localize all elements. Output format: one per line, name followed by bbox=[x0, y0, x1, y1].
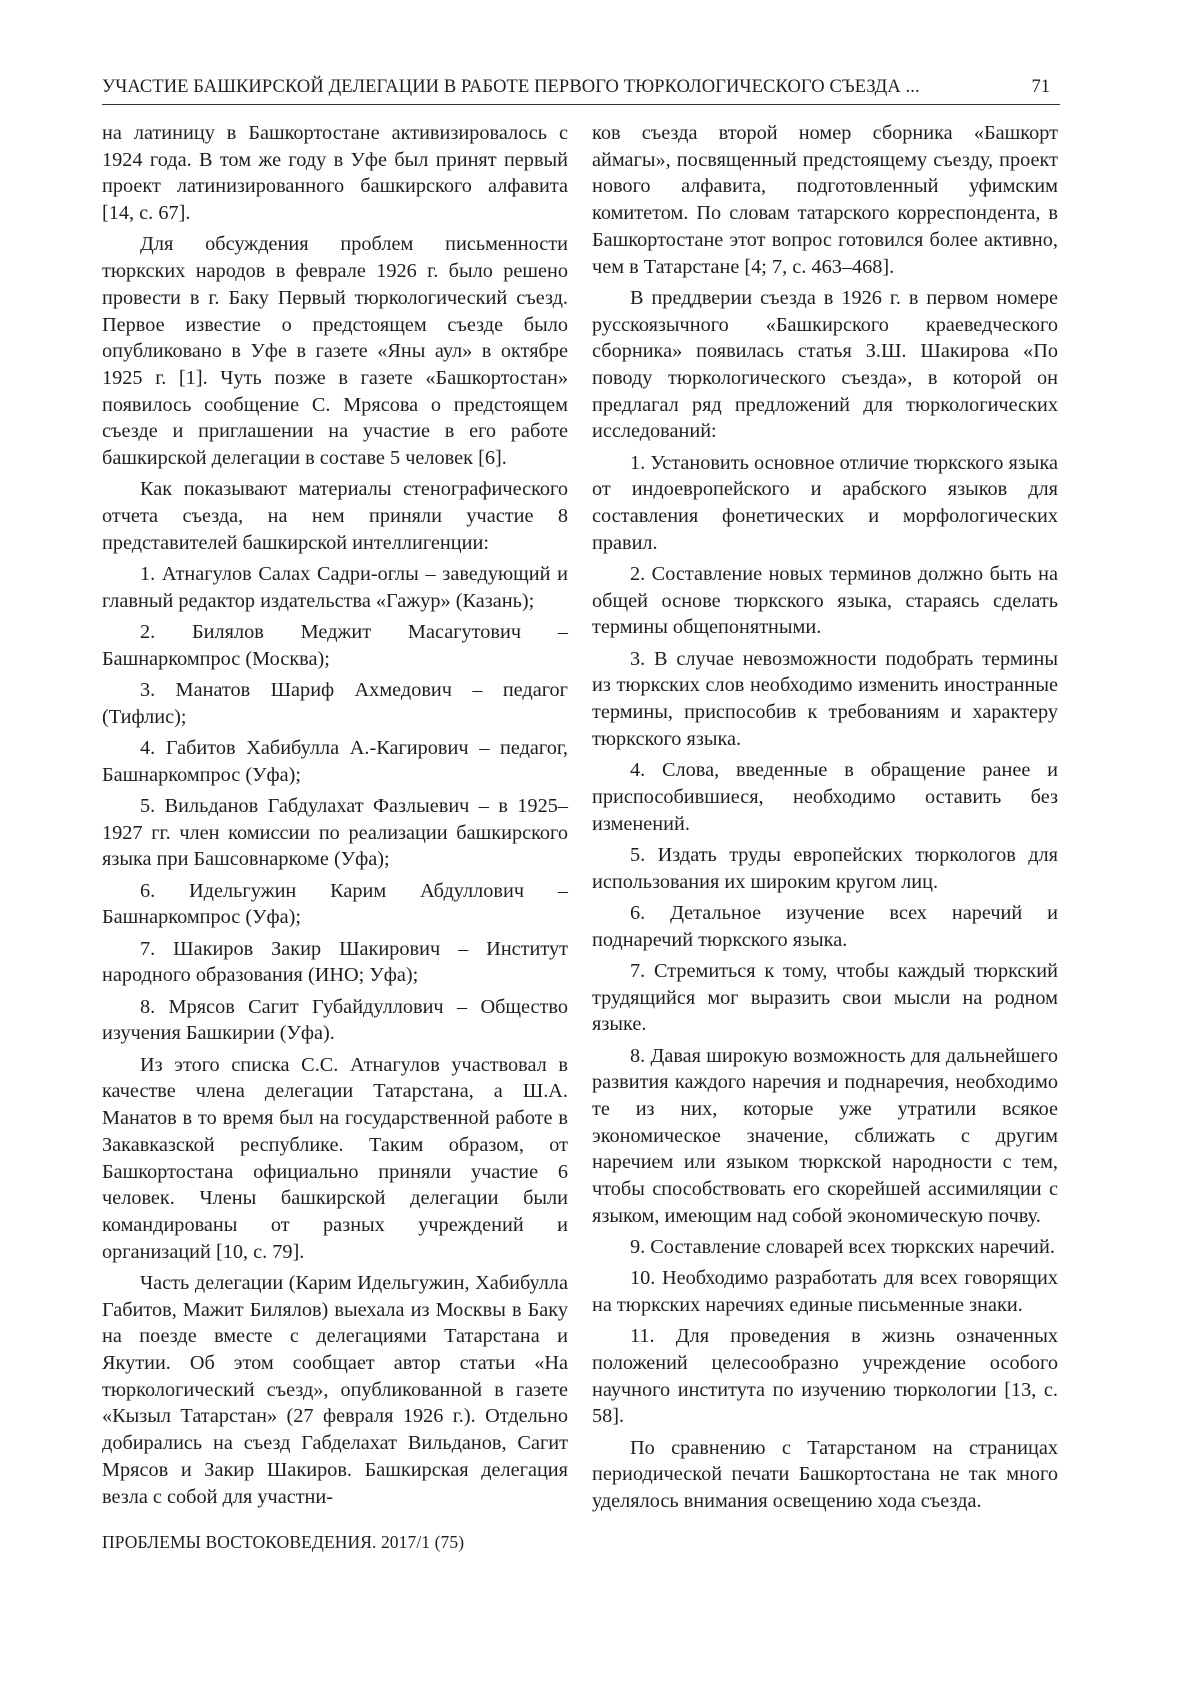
paragraph: Часть делегации (Карим Идельгужин, Хабибулла Габитов, Мажит Билялов) выехала из Москвы в Баку на поезде вместе с делегациями Татарстана и Якутии. Об этом сообщает автор статьи «На тюркологический съезд», опубликованной в газете «Кызыл Татарстан» (27 февраля 1926 г.). Отдельно добирались на съезд Габделахат Вильданов, Сагит Мрясов и Закир Шакиров. Башкирская делегация везла с собой для участни- bbox=[102, 1271, 568, 1508]
list-item: 6. Идельгужин Карим Абдуллович – Башнаркомпрос (Уфа); bbox=[102, 879, 568, 929]
list-item: 11. Для проведения в жизнь означенных положений целесообразно учреждение особого научного института по изучению тюркологии [13, с. 58]. bbox=[592, 1325, 1058, 1428]
paragraph: Для обсуждения проблем письменности тюркских народов в феврале 1926 г. было решено провести в г. Баку Первый тюркологический съезд. Первое известие о предстоящем съезде было опубликовано в Уфе в газете «Яны аул» в октябре 1925 г. [1]. Чуть позже в газете «Башкортостан» появилось сообщение С. Мрясова о предстоящем съезде и приглашении на участие в его работе башкирской делегации в составе 5 человек [6]. bbox=[102, 233, 568, 470]
paragraph: на латиницу в Башкортостане активизировалось с 1924 года. В том же году в Уфе был принят первый проект латинизированного башкирского алфавита [14, с. 67]. bbox=[102, 122, 568, 225]
list-item: 5. Вильданов Габдулахат Фазлыевич – в 1925–1927 гг. член комиссии по реализации башкирского языка при Башсовнаркоме (Уфа); bbox=[102, 795, 568, 871]
list-item: 8. Давая широкую возможность для дальнейшего развития каждого наречия и поднаречия, необходимо те из них, которые уже утратили всякое экономическое значение, сближать с другим наречием или языком тюркской народности с тем, чтобы способствовать его скорейшей ассимиляции с языком, имеющим над собой экономическую почву. bbox=[592, 1044, 1058, 1227]
journal-footer: ПРОБЛЕМЫ ВОСТОКОВЕДЕНИЯ. 2017/1 (75) bbox=[102, 1532, 465, 1552]
list-item: 9. Составление словарей всех тюркских наречий. bbox=[630, 1236, 1055, 1259]
list-item: 7. Шакиров Закир Шакирович – Институт народного образования (ИНО; Уфа); bbox=[102, 937, 568, 987]
running-header-title: УЧАСТИЕ БАШКИРСКОЙ ДЕЛЕГАЦИИ В РАБОТЕ ПЕРВОГО ТЮРКОЛОГИЧЕСКОГО СЪЕЗДА ... bbox=[102, 77, 920, 97]
paragraph: В преддверии съезда в 1926 г. в первом номере русскоязычного «Башкирского краеведческого сборника» появилась статья З.Ш. Шакирова «По поводу тюркологического съезда», в которой он предлагал ряд предложений для тюркологических исследований: bbox=[592, 286, 1058, 443]
paragraph: По сравнению с Татарстаном на страницах периодической печати Башкортостана не так много уделялось внимания освещению хода съезда. bbox=[592, 1436, 1058, 1513]
list-item: 5. Издать труды европейских тюркологов для использования их широким кругом лиц. bbox=[592, 843, 1058, 893]
list-item: 3. Манатов Шариф Ахмедович – педагог (Тифлис); bbox=[102, 679, 568, 728]
list-item: 8. Мрясов Сагит Губайдуллович – Общество изучения Башкирии (Уфа). bbox=[102, 995, 568, 1045]
list-item: 2. Билялов Меджит Масагутович – Башнаркомпрос (Москва); bbox=[102, 621, 568, 670]
list-item: 4. Слова, введенные в обращение ранее и приспособившиеся, необходимо оставить без изменений. bbox=[592, 759, 1058, 835]
list-item: 1. Установить основное отличие тюркского языка от индоевропейского и арабского языков для составления фонетических и морфологических правил. bbox=[592, 451, 1058, 554]
left-column bbox=[102, 120, 568, 1510]
paragraph: Из этого списка С.С. Атнагулов участвовал в качестве члена делегации Татарстана, а Ш.А. Манатов в то время был на государственной работе в Закавказской республике. Таким образом, от Башкортостана официально приняли участие 6 человек. Члены башкирской делегации были командированы от разных учреждений и организаций [10, с. 79]. bbox=[102, 1053, 568, 1263]
running-header bbox=[102, 70, 1060, 105]
list-item: 2. Составление новых терминов должно быть на общей основе тюркского языка, стараясь сделать термины общепонятными. bbox=[592, 563, 1058, 639]
list-item: 6. Детальное изучение всех наречий и поднаречий тюркского языка. bbox=[592, 901, 1058, 951]
list-item: 10. Необходимо разработать для всех говорящих на тюркских наречиях единые письменные знаки. bbox=[592, 1267, 1058, 1317]
page-number: 71 bbox=[1031, 77, 1050, 97]
right-column bbox=[592, 120, 1058, 1515]
paragraph: Как показывают материалы стенографического отчета съезда, на нем приняли участие 8 представителей башкирской интеллигенции: bbox=[102, 478, 568, 554]
list-item: 4. Габитов Хабибулла А.-Кагирович – педагог, Башнаркомпрос (Уфа); bbox=[102, 737, 568, 786]
paragraph: ков съезда второй номер сборника «Башкорт аймагы», посвященный предстоящему съезду, проект нового алфавита, подготовленный уфимским комитетом. По словам татарского корреспондента, в Башкортостане этот вопрос готовился более активно, чем в Татарстане [4; 7, с. 463–468]. bbox=[592, 122, 1058, 278]
list-item: 7. Стремиться к тому, чтобы каждый тюркский трудящийся мог выразить свои мысли на родном языке. bbox=[592, 959, 1058, 1036]
list-item: 1. Атнагулов Салах Садри-оглы – заведующий и главный редактор издательства «Гажур» (Казань); bbox=[102, 563, 568, 612]
list-item: 3. В случае невозможности подобрать термины из тюркских слов необходимо изменить иностранные термины, приспособив к требованиям и характеру тюркского языка. bbox=[592, 647, 1058, 750]
